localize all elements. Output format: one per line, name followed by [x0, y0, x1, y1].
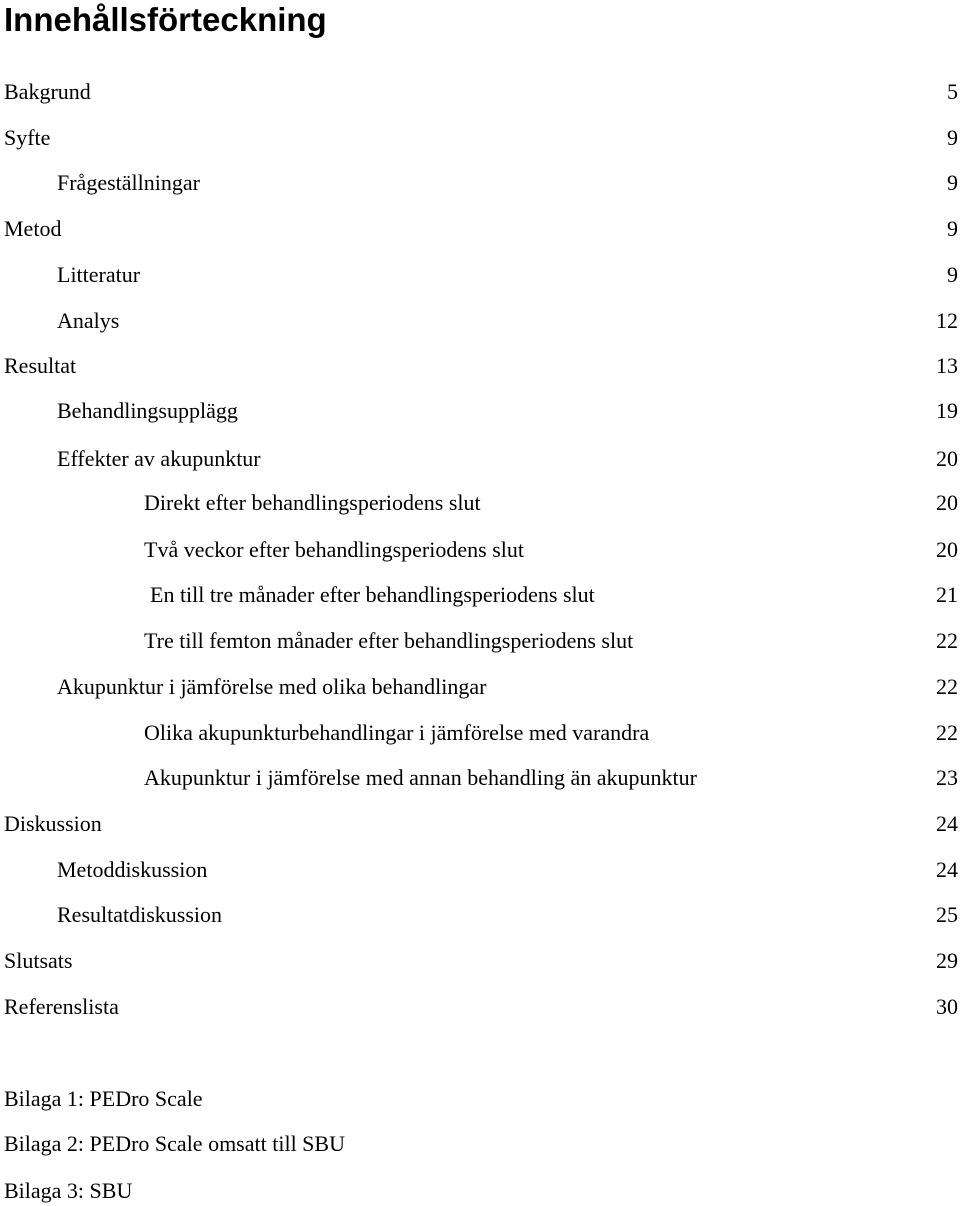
- toc-entry[interactable]: [0, 351, 958, 381]
- toc-entry[interactable]: [0, 718, 958, 748]
- toc-entry-page: 9: [947, 216, 958, 241]
- toc-entry-label: Diskussion: [4, 811, 102, 836]
- toc-entry-page: 13: [936, 353, 958, 378]
- toc-entry[interactable]: [0, 900, 958, 930]
- toc-entry-page: 24: [936, 857, 958, 882]
- toc-entry-page: 30: [936, 994, 958, 1019]
- toc-entry-label: Akupunktur i jämförelse med olika behandlingar: [57, 674, 487, 699]
- toc-entry-label: Slutsats: [4, 948, 73, 973]
- toc-entry-label: Tre till femton månader efter behandlingsperiodens slut: [144, 628, 634, 653]
- toc-entry-page: 21: [936, 582, 958, 607]
- toc-entry[interactable]: [0, 626, 958, 656]
- toc-entry-label: Resultat: [4, 353, 77, 378]
- toc-entry-page: 23: [936, 765, 958, 790]
- toc-entry[interactable]: [0, 306, 958, 336]
- toc-entry[interactable]: [0, 168, 958, 198]
- toc-entry[interactable]: [0, 855, 958, 885]
- toc-entry[interactable]: [0, 992, 958, 1022]
- appendix-item[interactable]: Bilaga 3: SBU: [4, 1178, 133, 1203]
- toc-entry-page: 25: [936, 902, 958, 927]
- toc-entry-label: Direkt efter behandlingsperiodens slut: [144, 490, 481, 515]
- toc-entry[interactable]: [0, 444, 958, 474]
- appendix-item[interactable]: Bilaga 2: PEDro Scale omsatt till SBU: [4, 1131, 345, 1156]
- toc-entry[interactable]: [0, 763, 958, 793]
- toc-entry-label: Behandlingsupplägg: [57, 398, 238, 423]
- toc-entry-page: 22: [936, 720, 958, 745]
- toc-entry-page: 12: [936, 308, 958, 333]
- toc-entry-label: Olika akupunkturbehandlingar i jämförelse med varandra: [144, 720, 650, 745]
- toc-entry-label: Metod: [4, 216, 62, 241]
- toc-entry-page: 20: [936, 490, 958, 515]
- toc-entry-page: 20: [936, 537, 958, 562]
- toc-entry-label: Litteratur: [57, 262, 141, 287]
- toc-entry-label: Akupunktur i jämförelse med annan behandling än akupunktur: [144, 765, 697, 790]
- toc-entry[interactable]: [0, 672, 958, 702]
- toc-entry[interactable]: [0, 77, 958, 107]
- toc-entry-page: 9: [947, 125, 958, 150]
- toc-entry[interactable]: [0, 214, 958, 244]
- toc-entry[interactable]: [0, 488, 958, 518]
- page-title: Innehållsförteckning: [4, 1, 327, 38]
- toc-entry-label: Bakgrund: [4, 79, 91, 104]
- appendix-item[interactable]: Bilaga 1: PEDro Scale: [4, 1086, 203, 1111]
- toc-entry[interactable]: [0, 535, 958, 565]
- toc-entry[interactable]: [0, 946, 958, 976]
- toc-entry-label: Två veckor efter behandlingsperiodens slut: [144, 537, 524, 562]
- toc-entry-page: 9: [947, 170, 958, 195]
- toc-entry-page: 29: [936, 948, 958, 973]
- toc-entry-label: Frågeställningar: [57, 170, 200, 195]
- toc-entry[interactable]: [0, 580, 958, 610]
- toc-entry-label: Effekter av akupunktur: [57, 446, 261, 471]
- toc-entry-page: 19: [936, 398, 958, 423]
- toc-entry-label: En till tre månader efter behandlingsperiodens slut: [150, 582, 595, 607]
- toc-entry-page: 24: [936, 811, 958, 836]
- toc-entry[interactable]: [0, 260, 958, 290]
- toc-entry-page: 22: [936, 628, 958, 653]
- toc-entry[interactable]: [0, 123, 958, 153]
- toc-entry[interactable]: [0, 396, 958, 426]
- toc-entry-label: Referenslista: [4, 994, 119, 1019]
- toc-entry-page: 20: [936, 446, 958, 471]
- toc-entry-label: Analys: [57, 308, 120, 333]
- toc-entry-page: 5: [947, 79, 958, 104]
- toc-entry-label: Resultatdiskussion: [57, 902, 223, 927]
- toc-entry-page: 22: [936, 674, 958, 699]
- toc-entry[interactable]: [0, 809, 958, 839]
- toc-entry-label: Metoddiskussion: [57, 857, 208, 882]
- toc-entry-label: Syfte: [4, 125, 51, 150]
- toc-entry-page: 9: [947, 262, 958, 287]
